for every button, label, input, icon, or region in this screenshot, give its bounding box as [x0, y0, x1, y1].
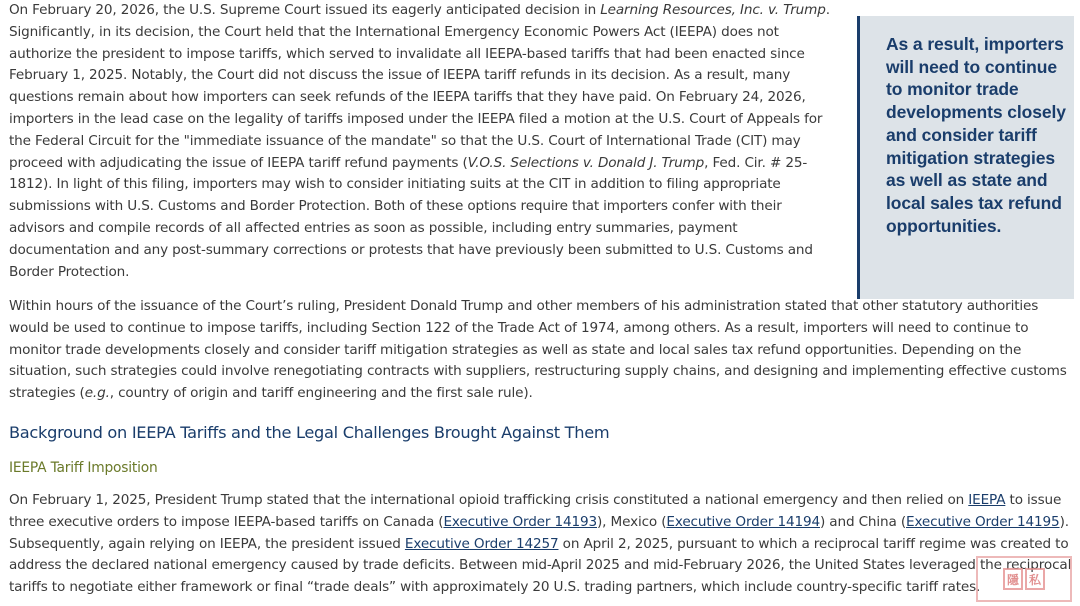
p3-text-a: On February 1, 2025, President Trump stated that the international opioid trafficking crisis constituted a national emergency and then relied on: [9, 492, 969, 508]
p2-text-b: , country of origin and tariff engineering and the first sale rule).: [109, 385, 533, 402]
section-heading: Background on IEEPA Tariffs and the Legal Challenges Brought Against Them: [9, 423, 610, 442]
p2-text-a: Within hours of the issuance of the Court’s ruling, President Donald Trump and other members of his administration stated that other statutory authorities would be used to continue to impose tariffs, including Section 122 of the Trade Act of 1974, among others. As a result, importers will need to continue to monitor trade developments closely and consider tariff mitigation strategies as well as state and local sales tax refund opportunities. Depending on the situation, such strategies could involve renegotiating contracts with suppliers, restructuring supply chains, and designing and implementing effective customs strategies (: [9, 298, 1067, 402]
p1-text-a: On February 20, 2026, the U.S. Supreme Court issued its eagerly anticipated decision in: [9, 2, 601, 18]
pull-quote-text: As a result, importers will need to continue to monitor trade developments closely and consider tariff mitigation strategies as well as state and local sales tax refund opportunities.: [886, 34, 1066, 236]
p3-text-b: to issue three executive orders to impose IEEPA-based tariffs on Canada (: [9, 492, 1062, 530]
intro-paragraph: [9, 0, 839, 283]
executive-order-14193-link[interactable]: Executive Order 14193: [443, 513, 598, 530]
case-name-vos-selections: V.O.S. Selections v. Donald J. Trump: [467, 154, 705, 171]
p3-text-e: ). Subsequently, again relying on IEEPA, the president issued: [9, 513, 1069, 552]
executive-order-14194-link[interactable]: Executive Order 14194: [666, 513, 820, 530]
case-name-learning-resources: Learning Resources, Inc. v. Trump: [600, 2, 826, 18]
subheading: IEEPA Tariff Imposition: [9, 460, 158, 476]
pull-quote: [857, 16, 1074, 299]
executive-order-14257-link[interactable]: Executive Order 14257: [404, 535, 559, 552]
watermark-char-1: 隱: [1003, 568, 1023, 590]
p1-text-b: . Significantly, in its decision, the Court held that the International Emergency Economic Powers Act (IEEPA) does not authorize the president to impose tariffs, which served to invalidate all IEEPA-based tariffs that had been enacted since February 1, 2025. Notably, the Court did not discuss the issue of IEEPA tariff refunds in its decision. As a result, many questions remain about how importers can seek refunds of the IEEPA tariffs that they have paid. On February 24, 2026, importers in the lead case on the legality of tariffs imposed under the IEEPA filed a motion at the U.S. Court of Appeals for the Federal Circuit for the "immediate issuance of the mandate" so that the U.S. Court of International Trade (CIT) may proceed with adjudicating the issue of IEEPA tariff refund payments (: [9, 2, 830, 171]
p3-text-f: on April 2, 2025, pursuant to which a reciprocal tariff regime was created to address the declared national emergency caused by trade deficits. Between mid-April 2025 and mid-February 2026, the United States leveraged the reciprocal tariffs to negotiate either framework or final “trade deals” with approximately 20 U.S. trading partners, which include country-specific tariff rates.: [9, 535, 1072, 596]
p3-text-c: ), Mexico (: [597, 513, 667, 530]
ieepa-link[interactable]: IEEPA: [968, 492, 1006, 508]
p1-text-c: , Fed. Cir. # 25-1812). In light of this filing, importers may wish to consider initiating suits at the CIT in addition to filing appropriate submissions with U.S. Customs and Border Protection. Both of these options require that importers confer with their advisors and compile records of all affected entries as soon as possible, including entry summaries, payment documentation and any post-summary corrections or protests that have previously been submitted to U.S. Customs and Border Protection.: [9, 154, 813, 280]
eg-abbreviation: e.g.: [84, 385, 110, 402]
watermark-stamp-icon: [976, 556, 1072, 602]
watermark-char-2: 私: [1025, 568, 1045, 590]
p3-text-d: ) and China (: [819, 513, 906, 530]
executive-order-14195-link[interactable]: Executive Order 14195: [906, 513, 1060, 530]
administration-response-paragraph: [9, 296, 1077, 405]
tariff-imposition-paragraph: [9, 490, 1077, 599]
